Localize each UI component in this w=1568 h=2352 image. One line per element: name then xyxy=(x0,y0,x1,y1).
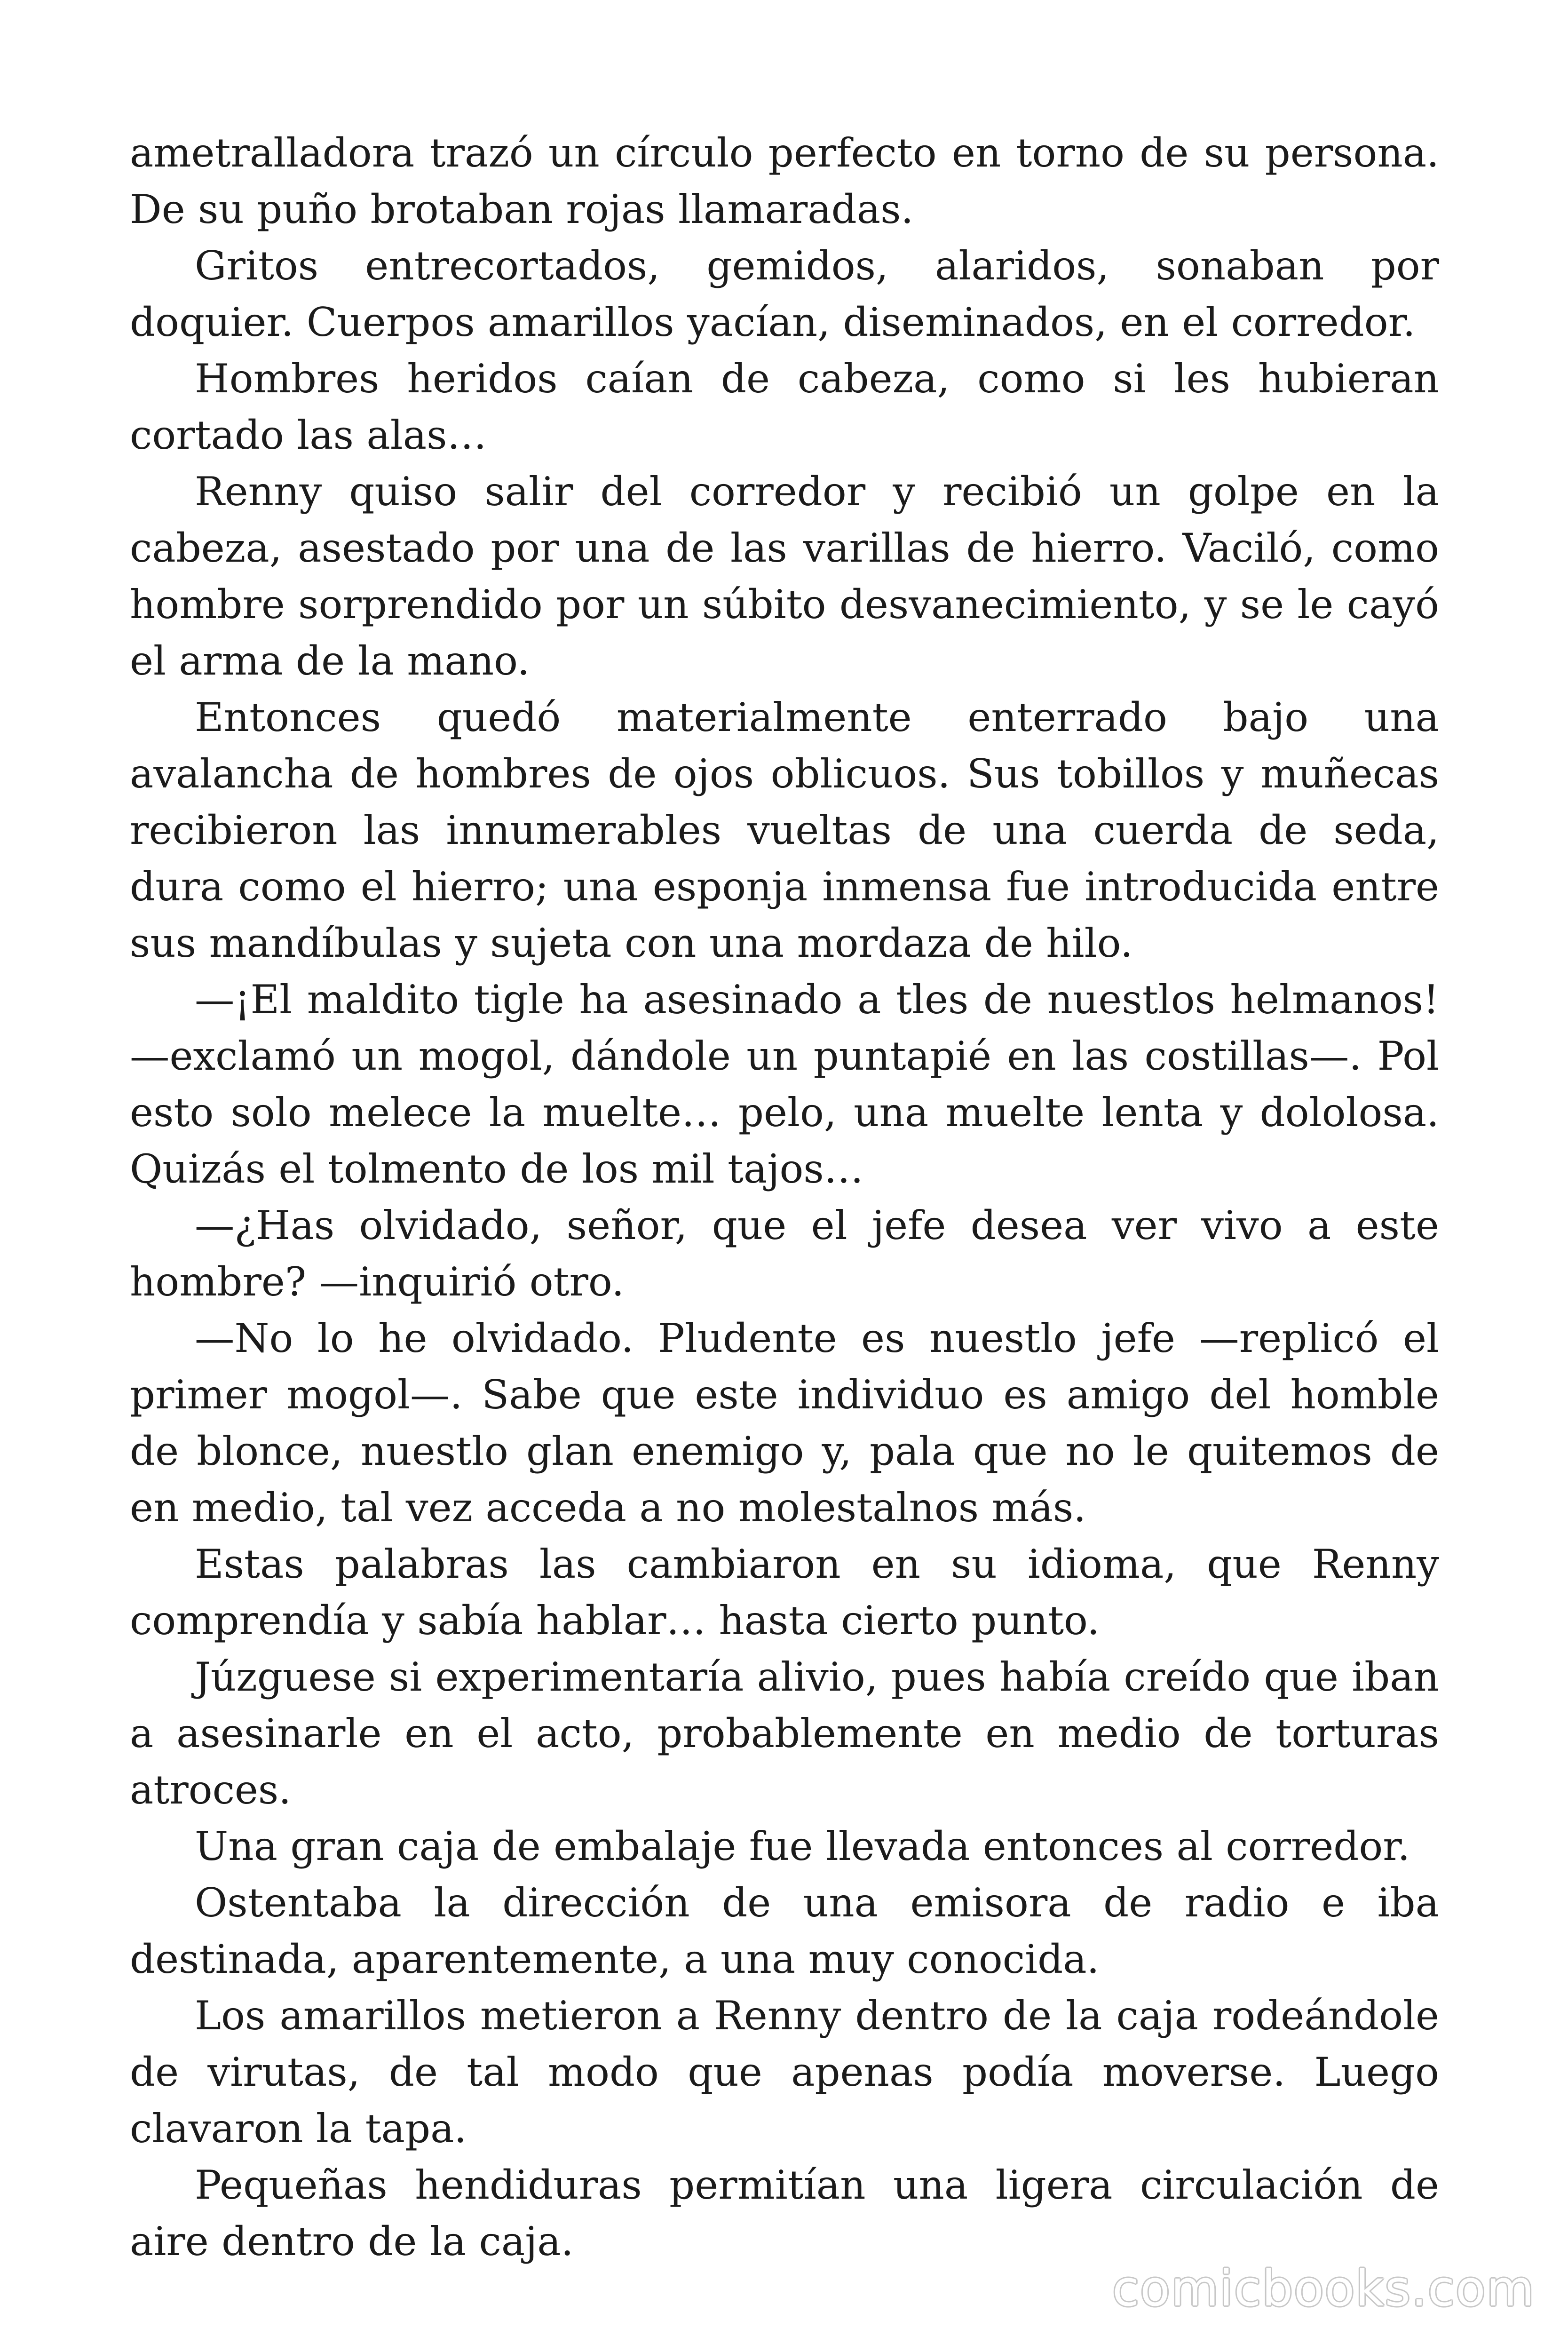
paragraph-14: Pequeñas hendiduras permitían una ligera circulación de aire dentro de la caja. xyxy=(130,2162,1439,2265)
paragraph-2: Gritos entrecortados, gemidos, alaridos, sonaban por doquier. Cuerpos amarillos yacían, diseminados, en el corredor. xyxy=(130,243,1439,345)
paragraph-1: ametralladora trazó un círculo perfecto en torno de su persona. De su puño brotaban rojas llamaradas. xyxy=(130,130,1439,232)
paragraph-8: —No lo he olvidado. Pludente es nuestlo jefe —replicó el primer mogol—. Sabe que este individuo es amigo del homble de blonce, nuestlo glan enemigo y, pala que no le quitemos de en medio, tal vez acceda a no molestalnos más. xyxy=(130,1315,1439,1531)
paragraph-6: —¡El maldito tigle ha asesinado a tles de nuestlos helmanos! —exclamó un mogol, dándole un puntapié en las costillas—. Pol esto solo melece la muelte… pelo, una muelte lenta y dololosa. Quizás el tolmento de los mil tajos… xyxy=(130,977,1439,1192)
paragraph-3: Hombres heridos caían de cabeza, como si les hubieran cortado las alas… xyxy=(130,356,1439,458)
paragraph-4: Renny quiso salir del corredor y recibió un golpe en la cabeza, asestado por una de las varillas de hierro. Vaciló, como hombre sorprendido por un súbito desvanecimiento, y se le cayó el arma de la mano. xyxy=(130,469,1439,684)
paragraph-5: Entonces quedó materialmente enterrado bajo una avalancha de hombres de ojos oblicuos. Sus tobillos y muñecas recibieron las innumerables vueltas de una cuerda de seda, dura como el hierro; una esponja inmensa fue introducida entre sus mandíbulas y sujeta con una mordaza de hilo. xyxy=(130,694,1439,966)
paragraph-7: —¿Has olvidado, señor, que el jefe desea ver vivo a este hombre? —inquirió otro. xyxy=(130,1202,1439,1305)
paragraph-10: Júzguese si experimentaría alivio, pues había creído que iban a asesinarle en el acto, probablemente en medio de torturas atroces. xyxy=(130,1654,1439,1813)
watermark: comicbooks.com xyxy=(1112,2260,1535,2317)
paragraph-11: Una gran caja de embalaje fue llevada entonces al corredor. xyxy=(195,1823,1410,1869)
paragraph-12: Ostentaba la dirección de una emisora de radio e iba destinada, aparentemente, a una muy conocida. xyxy=(130,1880,1439,1982)
page-body-text xyxy=(130,125,1439,2270)
paragraph-13: Los amarillos metieron a Renny dentro de la caja rodeándole de virutas, de tal modo que apenas podía moverse. Luego clavaron la tapa. xyxy=(130,1993,1439,2152)
paragraph-9: Estas palabras las cambiaron en su idioma, que Renny comprendía y sabía hablar… hasta cierto punto. xyxy=(130,1541,1439,1644)
